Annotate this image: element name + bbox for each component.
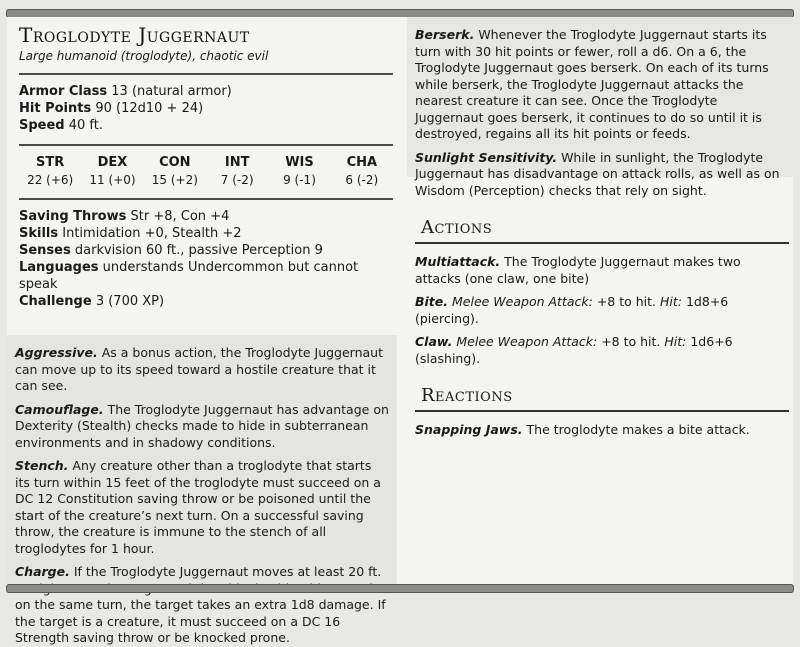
divider bbox=[19, 198, 393, 200]
ability-name: STR bbox=[36, 155, 65, 170]
trait-text: The Troglodyte Juggernaut has advantage on Dexterity (Stealth) checks made to hide in subterranean environments and in shadowy conditions. bbox=[15, 401, 389, 450]
trait-stench bbox=[15, 458, 389, 557]
saving-throws bbox=[19, 208, 393, 225]
trait-text: While in sunlight, the Troglodyte Juggernaut has disadvantage on attack rolls, as well as on Wisdom (Perception) checks that rely on sight. bbox=[415, 149, 780, 198]
armor-class bbox=[19, 83, 393, 100]
senses-value: darkvision 60 ft., passive Perception 9 bbox=[74, 243, 323, 258]
trait-text: Whenever the Troglodyte Juggernaut starts its turn with 30 hit points or fewer, roll a d6. On a 6, the Troglodyte Juggernaut goes berserk. On each of its turns while berserk, the Troglodyte Juggernaut attacks the nearest creature it can see. Once the Troglodyte Juggernaut goes berserk, it continues to do so until it is destroyed, regains all its hit points or feeds. bbox=[415, 27, 769, 141]
challenge-label: Challenge bbox=[19, 294, 92, 309]
reaction-snapping-jaws bbox=[415, 422, 789, 439]
actions-rule bbox=[415, 242, 789, 244]
hit-points-label: Hit Points bbox=[19, 101, 92, 116]
trait-name: Stench. bbox=[15, 458, 69, 473]
divider bbox=[19, 73, 393, 75]
skills bbox=[19, 225, 393, 242]
stat-block-sheet bbox=[7, 17, 793, 645]
attack-to-hit: +8 to hit. bbox=[601, 334, 661, 349]
saving-throws-value: Str +8, Con +4 bbox=[130, 209, 230, 224]
action-multiattack bbox=[415, 254, 789, 287]
trait-camouflage bbox=[15, 402, 389, 452]
reactions-heading: Reactions bbox=[421, 385, 513, 406]
trait-name: Charge. bbox=[15, 564, 70, 579]
skills-label: Skills bbox=[19, 226, 59, 241]
languages-value: understands Undercommon but cannot speak bbox=[19, 260, 359, 292]
ability-value: 7 (-2) bbox=[220, 173, 254, 187]
action-claw bbox=[415, 334, 789, 367]
divider bbox=[19, 144, 393, 146]
ability-value: 9 (-1) bbox=[283, 173, 316, 187]
ability-value: 11 (+0) bbox=[89, 173, 136, 187]
ability-cha bbox=[331, 154, 393, 188]
hit-label: Hit: bbox=[664, 334, 687, 349]
attack-to-hit: +8 to hit. bbox=[596, 294, 657, 309]
challenge bbox=[19, 293, 393, 310]
ability-value: 15 (+2) bbox=[151, 173, 198, 187]
senses-label: Senses bbox=[19, 243, 71, 258]
ability-name: WIS bbox=[285, 155, 314, 170]
ability-name: INT bbox=[224, 155, 250, 170]
ability-name: CHA bbox=[346, 155, 378, 170]
hit-points bbox=[19, 100, 393, 117]
saving-throws-label: Saving Throws bbox=[19, 209, 127, 224]
monster-name: Troglodyte Juggernaut bbox=[19, 23, 250, 47]
action-name: Claw. bbox=[415, 334, 453, 349]
monster-meta: Large humanoid (troglodyte), chaotic evil bbox=[19, 49, 269, 63]
speed-label: Speed bbox=[19, 118, 65, 133]
ability-value: 22 (+6) bbox=[27, 173, 74, 187]
attack-damage: 1d6+6 (slashing). bbox=[415, 334, 733, 366]
trait-name: Sunlight Sensitivity. bbox=[415, 149, 558, 165]
languages-label: Languages bbox=[19, 260, 99, 275]
action-name: Multiattack. bbox=[415, 254, 501, 269]
trait-sunlight-sensitivity bbox=[415, 150, 789, 200]
action-name: Bite. bbox=[415, 294, 449, 309]
trait-name: Aggressive. bbox=[15, 345, 98, 360]
trait-text: As a bonus action, the Troglodyte Juggernaut can move up to its speed toward a hostile creature that it can see. bbox=[15, 345, 383, 393]
ability-name: CON bbox=[159, 155, 191, 170]
hit-label: Hit: bbox=[660, 294, 682, 309]
trait-name: Camouflage. bbox=[15, 401, 104, 417]
action-text: The Troglodyte Juggernaut makes two attacks (one claw, one bite) bbox=[415, 254, 741, 286]
armor-class-value: 13 (natural armor) bbox=[111, 84, 232, 99]
challenge-value: 3 (700 XP) bbox=[95, 294, 165, 309]
ability-name: DEX bbox=[97, 155, 128, 170]
reactions-rule bbox=[415, 410, 789, 412]
bottom-border bbox=[6, 584, 794, 593]
right-column bbox=[415, 17, 789, 585]
speed bbox=[19, 117, 393, 134]
reaction-name: Snapping Jaws. bbox=[415, 422, 523, 437]
trait-text: If the Troglodyte Juggernaut moves at least 20 ft. on the same turn, the target takes an extra 1d8 damage. If the target is a creature, it must succeed on a DC 16 Strength saving throw or be knocked prone. bbox=[15, 564, 386, 645]
ability-dex bbox=[81, 154, 143, 188]
armor-class-label: Armor Class bbox=[19, 84, 108, 99]
ability-scores bbox=[19, 154, 393, 188]
ability-con bbox=[144, 154, 206, 188]
hit-points-value: 90 (12d10 + 24) bbox=[95, 101, 204, 116]
trait-text: Any creature other than a troglodyte that starts its turn within 15 feet of the troglodyte must succeed on a DC 12 Constitution saving throw or be poisoned until the start of the creature’s next turn. On a successful saving throw, the creature is immune to the stench of all troglodytes for 1 hour. bbox=[15, 458, 381, 556]
ability-int bbox=[206, 154, 268, 188]
speed-value: 40 ft. bbox=[68, 118, 104, 133]
trait-name: Berserk. bbox=[415, 27, 475, 42]
trait-aggressive bbox=[15, 345, 389, 395]
ability-wis bbox=[268, 154, 330, 188]
ability-value: 6 (-2) bbox=[345, 173, 379, 187]
actions-heading: Actions bbox=[421, 217, 493, 238]
trait-berserk bbox=[415, 27, 789, 143]
attack-type: Melee Weapon Attack: bbox=[452, 294, 593, 309]
skills-value: Intimidation +0, Stealth +2 bbox=[62, 226, 242, 241]
senses bbox=[19, 242, 393, 259]
ability-str bbox=[19, 154, 81, 188]
attack-type: Melee Weapon Attack: bbox=[456, 334, 598, 349]
traits-panel bbox=[7, 335, 397, 645]
languages bbox=[19, 259, 393, 293]
attack-damage: 1d8+6 (piercing). bbox=[415, 294, 729, 326]
trait-charge bbox=[15, 564, 389, 647]
reaction-text: The troglodyte makes a bite attack. bbox=[526, 422, 750, 437]
action-bite bbox=[415, 294, 789, 327]
